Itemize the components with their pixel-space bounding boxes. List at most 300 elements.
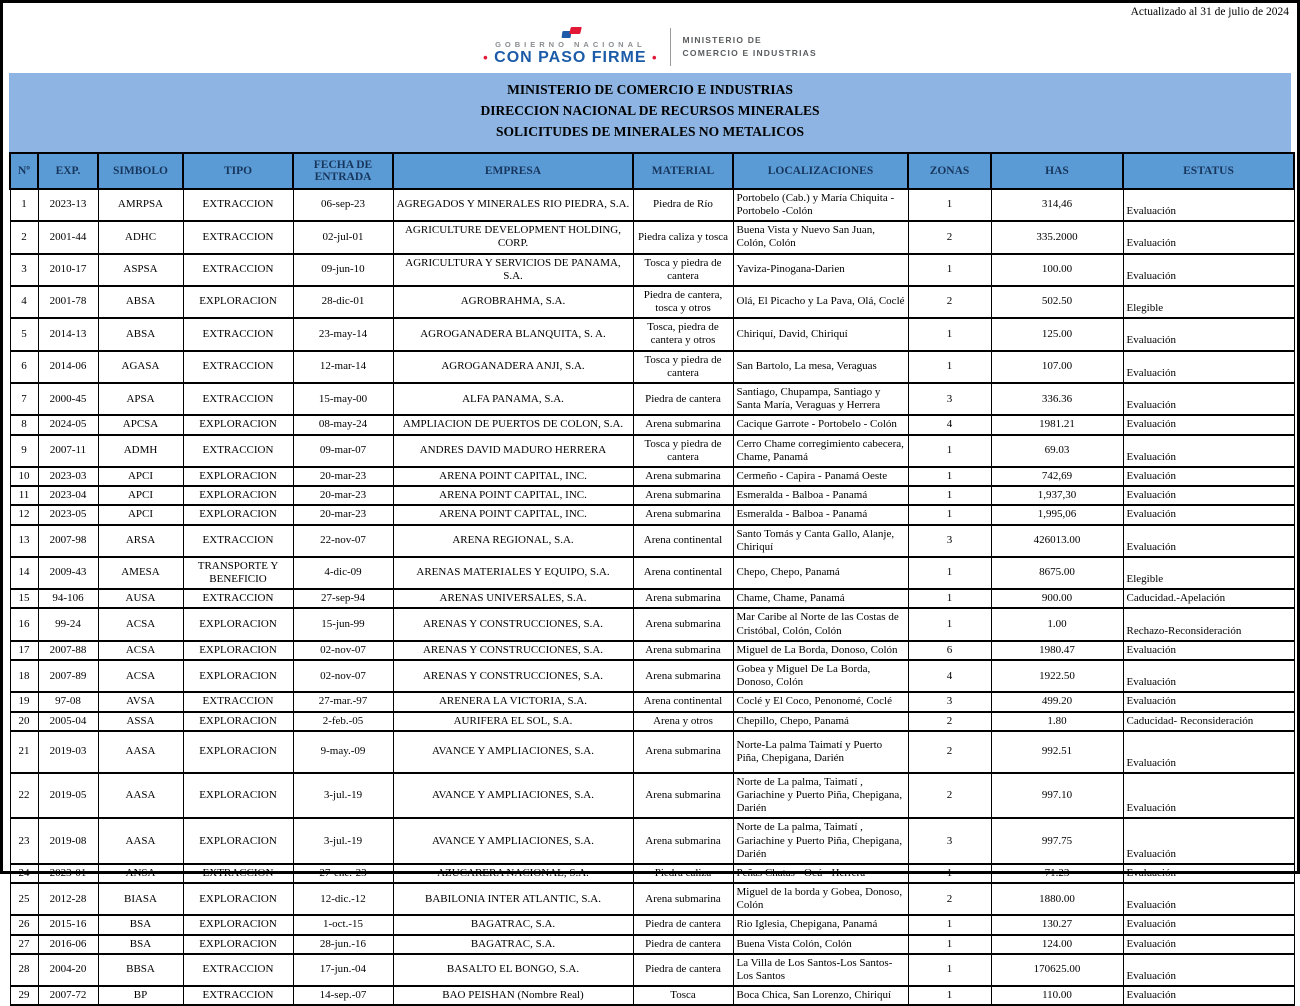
cell-fecha-de-entrada: 12-dic.-12	[293, 883, 393, 915]
cell-num: 7	[10, 383, 38, 415]
cell-tipo: EXPLORACION	[183, 505, 293, 524]
cell-has: 110.00	[991, 986, 1123, 1005]
cell-material: Arena submarina	[633, 608, 733, 640]
cell-empresa: BASALTO EL BONGO, S.A.	[393, 954, 633, 986]
table-row	[10, 660, 1294, 692]
cell-material: Piedra de Río	[633, 189, 733, 221]
cell-estatus: Evaluación	[1123, 986, 1294, 1005]
table-header-row	[10, 153, 1294, 189]
cell-num: 18	[10, 660, 38, 692]
cell-localizaciones: Buena Vista Colón, Colón	[733, 935, 908, 954]
cell-estatus: Evaluación	[1123, 864, 1294, 883]
cell-zonas: 2	[908, 773, 991, 819]
cell-material: Arena y otros	[633, 712, 733, 731]
cell-material: Tosca y piedra de cantera	[633, 435, 733, 467]
cell-simbolo: ACSA	[98, 660, 183, 692]
cell-localizaciones: Chepo, Chepo, Panamá	[733, 557, 908, 589]
cell-zonas: 4	[908, 660, 991, 692]
cell-localizaciones: Rio Iglesia, Chepigana, Panamá	[733, 915, 908, 934]
cell-tipo: EXPLORACION	[183, 731, 293, 773]
cell-estatus: Evaluación	[1123, 773, 1294, 819]
cell-zonas: 1	[908, 589, 991, 608]
cell-exp: 2007-88	[38, 641, 98, 660]
cell-localizaciones: Santiago, Chupampa, Santiago y Santa María, Veraguas y Herrera	[733, 383, 908, 415]
cell-tipo: EXTRACCION	[183, 986, 293, 1005]
cell-fecha-de-entrada: 3-jul.-19	[293, 818, 393, 864]
cell-tipo: TRANSPORTE Y BENEFICIO	[183, 557, 293, 589]
cell-material: Piedra de cantera	[633, 915, 733, 934]
table-row	[10, 883, 1294, 915]
cell-simbolo: ACSA	[98, 641, 183, 660]
cell-empresa: ARENA POINT CAPITAL, INC.	[393, 486, 633, 505]
table-row	[10, 383, 1294, 415]
cell-empresa: BAGATRAC, S.A.	[393, 935, 633, 954]
table-row	[10, 435, 1294, 467]
cell-material: Arena continental	[633, 557, 733, 589]
cell-tipo: EXPLORACION	[183, 467, 293, 486]
cell-localizaciones: Cacique Garrote - Portobelo - Colón	[733, 415, 908, 434]
column-header-empresa: EMPRESA	[393, 153, 633, 189]
cell-fecha-de-entrada: 06-sep-23	[293, 189, 393, 221]
cell-empresa: AMPLIACION DE PUERTOS DE COLON, S.A.	[393, 415, 633, 434]
cell-material: Arena submarina	[633, 883, 733, 915]
cell-num: 8	[10, 415, 38, 434]
cell-empresa: AGROBRAHMA, S.A.	[393, 286, 633, 318]
cell-exp: 94-106	[38, 589, 98, 608]
cell-num: 20	[10, 712, 38, 731]
cell-tipo: EXPLORACION	[183, 486, 293, 505]
cell-fecha-de-entrada: 23-may-14	[293, 318, 393, 350]
cell-simbolo: APCI	[98, 467, 183, 486]
cell-tipo: EXTRACCION	[183, 221, 293, 253]
cell-localizaciones: Buena Vista y Nuevo San Juan, Colón, Colón	[733, 221, 908, 253]
cell-tipo: EXPLORACION	[183, 773, 293, 819]
cell-num: 10	[10, 467, 38, 486]
table-row	[10, 731, 1294, 773]
cell-exp: 2004-20	[38, 954, 98, 986]
cell-tipo: EXTRACCION	[183, 351, 293, 383]
cell-estatus: Evaluación	[1123, 935, 1294, 954]
cell-localizaciones: Chiriquí, David, Chiriquí	[733, 318, 908, 350]
cell-zonas: 1	[908, 608, 991, 640]
cell-simbolo: ASPSA	[98, 254, 183, 286]
cell-localizaciones: Mar Caribe al Norte de las Costas de Cristóbal, Colón, Colón	[733, 608, 908, 640]
cell-exp: 2019-08	[38, 818, 98, 864]
table-row	[10, 486, 1294, 505]
cell-fecha-de-entrada: 14-sep.-07	[293, 986, 393, 1005]
cell-material: Arena submarina	[633, 589, 733, 608]
cell-has: 992.51	[991, 731, 1123, 773]
cell-tipo: EXPLORACION	[183, 608, 293, 640]
cell-num: 13	[10, 525, 38, 557]
cell-material: Piedra de cantera, tosca y otros	[633, 286, 733, 318]
cell-estatus: Elegible	[1123, 557, 1294, 589]
cell-zonas: 1	[908, 986, 991, 1005]
cell-simbolo: APCI	[98, 486, 183, 505]
table-row	[10, 221, 1294, 253]
cell-exp: 2000-45	[38, 383, 98, 415]
red-dot-icon: •	[483, 50, 489, 65]
cell-localizaciones: Esmeralda - Balboa - Panamá	[733, 486, 908, 505]
cell-num: 21	[10, 731, 38, 773]
cell-fecha-de-entrada: 27-mar.-97	[293, 692, 393, 711]
cell-has: 1980.47	[991, 641, 1123, 660]
table-row	[10, 935, 1294, 954]
cell-material: Tosca, piedra de cantera y otros	[633, 318, 733, 350]
table-row	[10, 986, 1294, 1005]
cell-num: 9	[10, 435, 38, 467]
cell-simbolo: ASSA	[98, 712, 183, 731]
cell-num: 22	[10, 773, 38, 819]
cell-exp: 2007-11	[38, 435, 98, 467]
cell-simbolo: ABSA	[98, 318, 183, 350]
cell-has: 1922.50	[991, 660, 1123, 692]
cell-fecha-de-entrada: 08-may-24	[293, 415, 393, 434]
cell-estatus: Evaluación	[1123, 660, 1294, 692]
table-row	[10, 254, 1294, 286]
cell-fecha-de-entrada: 09-mar-07	[293, 435, 393, 467]
cell-estatus: Evaluación	[1123, 254, 1294, 286]
banner-line-1: MINISTERIO DE COMERCIO E INDUSTRIAS	[507, 82, 793, 97]
banner-line-2: DIRECCION NACIONAL DE RECURSOS MINERALES	[480, 102, 820, 118]
cell-material: Tosca y piedra de cantera	[633, 351, 733, 383]
cell-material: Tosca	[633, 986, 733, 1005]
cell-simbolo: BP	[98, 986, 183, 1005]
cell-zonas: 1	[908, 557, 991, 589]
cell-estatus: Rechazo-Reconsideración	[1123, 608, 1294, 640]
column-header-has: HAS	[991, 153, 1123, 189]
cell-empresa: BAO PEISHAN (Nombre Real)	[393, 986, 633, 1005]
cell-localizaciones: Portobelo (Cab.) y María Chiquita - Portobelo -Colón	[733, 189, 908, 221]
cell-material: Arena submarina	[633, 818, 733, 864]
cell-num: 2	[10, 221, 38, 253]
cell-localizaciones: Miguel de la borda y Gobea, Donoso, Colón	[733, 883, 908, 915]
cell-estatus: Evaluación	[1123, 189, 1294, 221]
table-row	[10, 505, 1294, 524]
cell-simbolo: AVSA	[98, 692, 183, 711]
cell-has: 1,995,06	[991, 505, 1123, 524]
cell-localizaciones: Peñas Chatas - Ocú - Herrera	[733, 864, 908, 883]
cell-fecha-de-entrada: 27-sep-94	[293, 589, 393, 608]
cell-has: 124.00	[991, 935, 1123, 954]
cell-estatus: Evaluación	[1123, 731, 1294, 773]
cell-empresa: ARENAS Y CONSTRUCCIONES, S.A.	[393, 660, 633, 692]
table-row	[10, 864, 1294, 883]
cell-material: Piedra caliza	[633, 864, 733, 883]
cell-exp: 2012-28	[38, 883, 98, 915]
cell-material: Piedra de cantera	[633, 935, 733, 954]
cell-zonas: 1	[908, 254, 991, 286]
cell-estatus: Evaluación	[1123, 525, 1294, 557]
table-row	[10, 189, 1294, 221]
table-row	[10, 557, 1294, 589]
cell-simbolo: ANSA	[98, 864, 183, 883]
cell-estatus: Evaluación	[1123, 692, 1294, 711]
cell-zonas: 1	[908, 189, 991, 221]
cell-estatus: Elegible	[1123, 286, 1294, 318]
cell-localizaciones: Cermeño - Capira - Panamá Oeste	[733, 467, 908, 486]
cell-num: 28	[10, 954, 38, 986]
column-header-tipo: TIPO	[183, 153, 293, 189]
cell-fecha-de-entrada: 28-jun.-16	[293, 935, 393, 954]
cell-estatus: Evaluación	[1123, 954, 1294, 986]
cell-estatus: Evaluación	[1123, 318, 1294, 350]
cell-simbolo: APCSA	[98, 415, 183, 434]
cell-tipo: EXTRACCION	[183, 318, 293, 350]
banner-line-3: SOLICITUDES DE MINERALES NO METALICOS	[495, 123, 805, 139]
cell-localizaciones: Santo Tomás y Canta Gallo, Alanje, Chiriquí	[733, 525, 908, 557]
table-row	[10, 915, 1294, 934]
cell-zonas: 1	[908, 351, 991, 383]
cell-exp: 2019-03	[38, 731, 98, 773]
cell-zonas: 1	[908, 864, 991, 883]
cell-exp: 2001-44	[38, 221, 98, 253]
cell-num: 5	[10, 318, 38, 350]
cell-localizaciones: Esmeralda - Balboa - Panamá	[733, 505, 908, 524]
cell-empresa: BABILONIA INTER ATLANTIC, S.A.	[393, 883, 633, 915]
column-header-exp: EXP.	[38, 153, 98, 189]
cell-empresa: ARENAS UNIVERSALES, S.A.	[393, 589, 633, 608]
cell-num: 15	[10, 589, 38, 608]
cell-fecha-de-entrada: 20-mar-23	[293, 505, 393, 524]
red-dot-icon: •	[651, 50, 658, 65]
column-header-localizaciones: LOCALIZACIONES	[733, 153, 908, 189]
cell-exp: 2015-16	[38, 915, 98, 934]
column-header-zonas: ZONAS	[908, 153, 991, 189]
cell-empresa: AGROGANADERA BLANQUITA, S. A.	[393, 318, 633, 350]
cell-simbolo: ARSA	[98, 525, 183, 557]
cell-estatus: Evaluación	[1123, 486, 1294, 505]
column-header-fecha-de-entrada: FECHA DE ENTRADA	[293, 153, 393, 189]
cell-empresa: AGREGADOS Y MINERALES RIO PIEDRA, S.A.	[393, 189, 633, 221]
cell-tipo: EXPLORACION	[183, 915, 293, 934]
cell-tipo: EXPLORACION	[183, 286, 293, 318]
cell-exp: 97-08	[38, 692, 98, 711]
cell-num: 23	[10, 818, 38, 864]
cell-tipo: EXTRACCION	[183, 864, 293, 883]
cell-fecha-de-entrada: 3-jul.-19	[293, 773, 393, 819]
cell-localizaciones: La Villa de Los Santos-Los Santos-Los Santos	[733, 954, 908, 986]
cell-has: 100.00	[991, 254, 1123, 286]
cell-num: 3	[10, 254, 38, 286]
cell-tipo: EXPLORACION	[183, 883, 293, 915]
cell-fecha-de-entrada: 4-dic-09	[293, 557, 393, 589]
cell-num: 12	[10, 505, 38, 524]
cell-empresa: AZUCARERA NACIONAL, S.A.	[393, 864, 633, 883]
cell-num: 4	[10, 286, 38, 318]
cell-estatus: Evaluación	[1123, 351, 1294, 383]
cell-tipo: EXPLORACION	[183, 712, 293, 731]
cell-num: 6	[10, 351, 38, 383]
cell-num: 1	[10, 189, 38, 221]
cell-material: Arena submarina	[633, 467, 733, 486]
cell-simbolo: ABSA	[98, 286, 183, 318]
cell-estatus: Caducidad- Reconsideración	[1123, 712, 1294, 731]
cell-localizaciones: Boca Chica, San Lorenzo, Chiriquí	[733, 986, 908, 1005]
cell-estatus: Evaluación	[1123, 415, 1294, 434]
cell-estatus: Evaluación	[1123, 641, 1294, 660]
cell-fecha-de-entrada: 02-nov-07	[293, 641, 393, 660]
cell-exp: 2007-98	[38, 525, 98, 557]
cell-zonas: 4	[908, 415, 991, 434]
cell-tipo: EXTRACCION	[183, 254, 293, 286]
cell-exp: 2023-04	[38, 486, 98, 505]
cell-tipo: EXTRACCION	[183, 189, 293, 221]
cell-tipo: EXTRACCION	[183, 525, 293, 557]
government-logo	[3, 21, 1297, 73]
cell-has: 71.23	[991, 864, 1123, 883]
cell-fecha-de-entrada: 1-oct.-15	[293, 915, 393, 934]
cell-empresa: AGROGANADERA ANJI, S.A.	[393, 351, 633, 383]
cell-tipo: EXTRACCION	[183, 954, 293, 986]
cell-exp: 99-24	[38, 608, 98, 640]
cell-has: 335.2000	[991, 221, 1123, 253]
column-header-material: MATERIAL	[633, 153, 733, 189]
cell-fecha-de-entrada: 15-may-00	[293, 383, 393, 415]
cell-zonas: 2	[908, 883, 991, 915]
table-row	[10, 286, 1294, 318]
cell-exp: 2001-78	[38, 286, 98, 318]
cell-empresa: ARENA REGIONAL, S.A.	[393, 525, 633, 557]
gobierno-nacional-logo	[483, 27, 657, 67]
logo-slogan-main: • CON PASO FIRME •	[483, 49, 658, 66]
cell-fecha-de-entrada: 20-mar-23	[293, 486, 393, 505]
cell-zonas: 3	[908, 383, 991, 415]
cell-localizaciones: Norte de La palma, Taimatí , Gariachine y Puerto Piña, Chepigana, Darién	[733, 773, 908, 819]
cell-zonas: 3	[908, 818, 991, 864]
cell-material: Arena continental	[633, 692, 733, 711]
logo-divider	[670, 28, 671, 66]
cell-has: 426013.00	[991, 525, 1123, 557]
cell-localizaciones: Norte-La palma Taimatí y Puerto Piña, Chepigana, Darién	[733, 731, 908, 773]
cell-has: 1.00	[991, 608, 1123, 640]
cell-simbolo: AMRPSA	[98, 189, 183, 221]
cell-empresa: ARENA POINT CAPITAL, INC.	[393, 505, 633, 524]
column-header-num: Nº	[10, 153, 38, 189]
cell-exp: 2023-03	[38, 467, 98, 486]
cell-zonas: 1	[908, 467, 991, 486]
cell-localizaciones: Gobea y Miguel De La Borda, Donoso, Colón	[733, 660, 908, 692]
cell-zonas: 2	[908, 731, 991, 773]
ministry-logo-text: MINISTERIO DE COMERCIO E INDUSTRIAS	[682, 35, 817, 58]
cell-material: Arena continental	[633, 525, 733, 557]
cell-tipo: EXTRACCION	[183, 589, 293, 608]
cell-simbolo: ACSA	[98, 608, 183, 640]
cell-estatus: Evaluación	[1123, 818, 1294, 864]
cell-fecha-de-entrada: 15-jun-99	[293, 608, 393, 640]
table-row	[10, 773, 1294, 819]
cell-num: 24	[10, 864, 38, 883]
cell-estatus: Evaluación	[1123, 915, 1294, 934]
cell-zonas: 3	[908, 525, 991, 557]
cell-num: 26	[10, 915, 38, 934]
cell-empresa: AVANCE Y AMPLIACIONES, S.A.	[393, 818, 633, 864]
cell-estatus: Evaluación	[1123, 883, 1294, 915]
cell-tipo: EXTRACCION	[183, 692, 293, 711]
cell-num: 11	[10, 486, 38, 505]
cell-localizaciones: Yaviza-Pinogana-Darien	[733, 254, 908, 286]
title-banner	[9, 73, 1291, 152]
table-row	[10, 818, 1294, 864]
cell-has: 997.10	[991, 773, 1123, 819]
cell-zonas: 1	[908, 954, 991, 986]
cell-tipo: EXPLORACION	[183, 641, 293, 660]
cell-empresa: ALFA PANAMA, S.A.	[393, 383, 633, 415]
cell-exp: 2023-01	[38, 864, 98, 883]
cell-fecha-de-entrada: 17-jun.-04	[293, 954, 393, 986]
cell-empresa: ANDRES DAVID MADURO HERRERA	[393, 435, 633, 467]
cell-estatus: Evaluación	[1123, 383, 1294, 415]
cell-exp: 2016-06	[38, 935, 98, 954]
panama-flag-icon	[558, 27, 582, 39]
cell-empresa: ARENAS MATERIALES Y EQUIPO, S.A.	[393, 557, 633, 589]
cell-material: Arena submarina	[633, 486, 733, 505]
cell-localizaciones: San Bartolo, La mesa, Veraguas	[733, 351, 908, 383]
cell-material: Arena submarina	[633, 641, 733, 660]
column-header-simbolo: SIMBOLO	[98, 153, 183, 189]
cell-empresa: ARENAS Y CONSTRUCCIONES, S.A.	[393, 641, 633, 660]
cell-simbolo: AMESA	[98, 557, 183, 589]
cell-localizaciones: Chame, Chame, Panamá	[733, 589, 908, 608]
cell-exp: 2024-05	[38, 415, 98, 434]
updated-date-label: Actualizado al 31 de julio de 2024	[1130, 6, 1289, 18]
cell-material: Arena submarina	[633, 660, 733, 692]
cell-material: Tosca y piedra de cantera	[633, 254, 733, 286]
cell-empresa: AGRICULTURA Y SERVICIOS DE PANAMA, S.A.	[393, 254, 633, 286]
table-row	[10, 712, 1294, 731]
cell-exp: 2023-05	[38, 505, 98, 524]
cell-num: 19	[10, 692, 38, 711]
cell-simbolo: AASA	[98, 773, 183, 819]
cell-has: 314,46	[991, 189, 1123, 221]
cell-exp: 2023-13	[38, 189, 98, 221]
table-row	[10, 589, 1294, 608]
cell-estatus: Evaluación	[1123, 467, 1294, 486]
records-table-body	[10, 189, 1294, 1006]
cell-empresa: AVANCE Y AMPLIACIONES, S.A.	[393, 773, 633, 819]
cell-tipo: EXTRACCION	[183, 435, 293, 467]
cell-empresa: AGRICULTURE DEVELOPMENT HOLDING, CORP.	[393, 221, 633, 253]
cell-has: 1981.21	[991, 415, 1123, 434]
cell-simbolo: APCI	[98, 505, 183, 524]
cell-simbolo: AASA	[98, 731, 183, 773]
cell-has: 900.00	[991, 589, 1123, 608]
cell-material: Arena submarina	[633, 415, 733, 434]
cell-exp: 2007-72	[38, 986, 98, 1005]
cell-zonas: 6	[908, 641, 991, 660]
cell-has: 107.00	[991, 351, 1123, 383]
cell-num: 27	[10, 935, 38, 954]
cell-has: 8675.00	[991, 557, 1123, 589]
cell-zonas: 1	[908, 935, 991, 954]
cell-exp: 2014-06	[38, 351, 98, 383]
table-row	[10, 351, 1294, 383]
cell-simbolo: BIASA	[98, 883, 183, 915]
cell-simbolo: BBSA	[98, 954, 183, 986]
cell-estatus: Evaluación	[1123, 505, 1294, 524]
cell-material: Piedra caliza y tosca	[633, 221, 733, 253]
column-header-estatus: ESTATUS	[1123, 153, 1294, 189]
cell-num: 17	[10, 641, 38, 660]
cell-exp: 2005-04	[38, 712, 98, 731]
cell-simbolo: ADHC	[98, 221, 183, 253]
table-row	[10, 415, 1294, 434]
cell-has: 69.03	[991, 435, 1123, 467]
cell-fecha-de-entrada: 20-mar-23	[293, 467, 393, 486]
cell-num: 16	[10, 608, 38, 640]
cell-tipo: EXPLORACION	[183, 415, 293, 434]
cell-simbolo: AASA	[98, 818, 183, 864]
